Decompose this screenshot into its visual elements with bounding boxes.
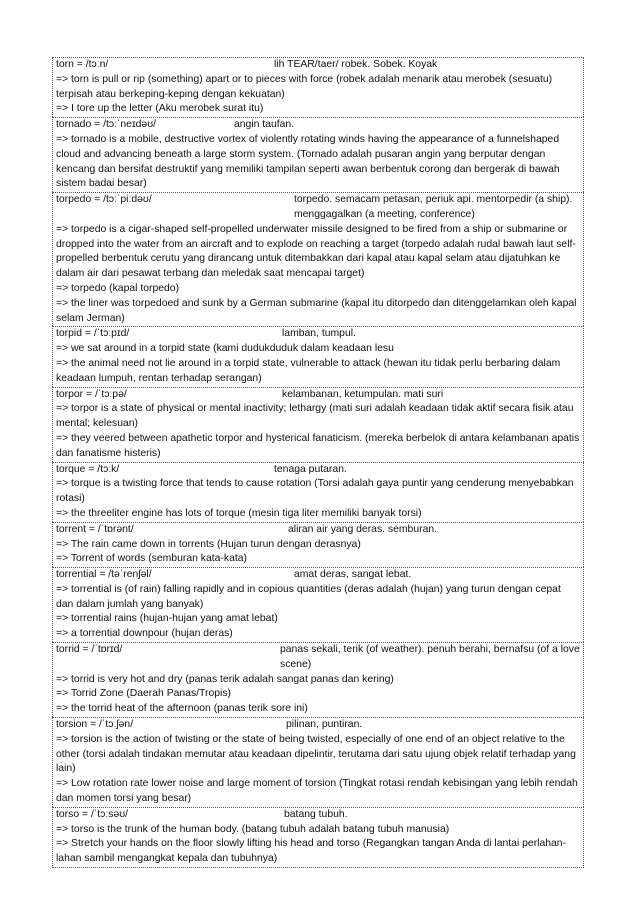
entry-example: => a torrential downpour (hujan deras) (56, 628, 233, 640)
entry-header (56, 568, 581, 583)
entry-term: torrid = /ˈtɒrɪd/ (56, 644, 123, 656)
entry-example: => torrential rains (hujan-hujan yang amat lebat) (56, 613, 278, 625)
entry-example: => Torrent of words (semburan kata-kata) (56, 553, 247, 565)
dictionary-entry (52, 462, 584, 522)
entry-header (56, 808, 581, 823)
entry-term: torpedo = /tɔːˈpiːdəʊ/ (56, 194, 152, 206)
entry-example: => torpedo (kapal torpedo) (56, 282, 180, 294)
entry-term: torpid = /ˈtɔːpɪd/ (56, 328, 130, 340)
entry-header (56, 643, 581, 673)
entry-example: => we sat around in a torpid state (kami dudukduduk dalam keadaan lesu (56, 343, 394, 355)
entry-example: => the liner was torpedoed and sunk by a German submarine (kapal itu ditorpedo dan ditenggelamkan oleh kapal selam Jerman) (56, 297, 577, 324)
entry-example: => torpor is a state of physical or mental inactivity; lethargy (mati suri adalah keadaan tidak aktif secara fisik atau mental; kelesuan) (56, 403, 574, 430)
entry-example: => torso is the trunk of the human body. (batang tubuh adalah batang tubuh manusia) (56, 823, 450, 835)
entry-example: => I tore up the letter (Aku merobek surat itu) (56, 103, 264, 115)
dictionary-entry (52, 326, 584, 386)
entry-definition: torpedo. semacam petasan, periuk api. mentorpedir (a ship). menggagalkan (a meeting, conference) (294, 194, 573, 220)
entry-term: torrential = /təˈrenʃəl/ (56, 569, 152, 581)
entry-header (56, 118, 581, 133)
entry-header (56, 193, 581, 223)
entry-header (56, 388, 581, 403)
dictionary-entry (52, 717, 584, 807)
entry-header (56, 327, 581, 342)
entry-header (56, 718, 581, 733)
entry-definition: kelambanan, ketumpulan. mati suri (282, 388, 444, 400)
entry-term: torrent = /ˈtɒrənt/ (56, 523, 134, 535)
dictionary-entry (52, 387, 584, 462)
entry-header (56, 58, 581, 73)
entry-example: => Stretch your hands on the floor slowly lifting his head and torso (Regangkan tangan Anda di lantai perlahan-lahan sambil mengangkat kepala dan tubuhnya) (56, 838, 567, 865)
dictionary-entry (52, 567, 584, 642)
entry-example: => the animal need not lie around in a torpid state, vulnerable to attack (hewan itu tidak perlu berbaring dalam keadaan lumpuh, rentan terhadap serangan) (56, 357, 561, 384)
dictionary-entry (52, 57, 584, 117)
dictionary-entry (52, 807, 584, 868)
entry-definition: angin taufan. (234, 119, 295, 131)
entry-header (56, 523, 581, 538)
dictionary-entry (52, 192, 584, 326)
entry-example: => torque is a twisting force that tends to cause rotation (Torsi adalah gaya puntir yang cenderung menyebabkan rotasi) (56, 478, 574, 505)
dictionary-page (52, 57, 584, 868)
entry-example: => torn is pull or rip (something) apart or to pieces with force (robek adalah menarik atau merobek (sesuatu) terpisah atau berkeping-keping dengan kekuatan) (56, 73, 553, 100)
entry-definition: amat deras, sangat lebat. (294, 569, 412, 581)
entry-definition: pilinan, puntiran. (286, 719, 363, 731)
entry-example: => torsion is the action of twisting or the state of being twisted, especially of one end of an object relative to the other (torsi adalah tindakan memutar atau keadaan dipelintir, terutama dari satu ujung objek relatif terhadap yang lain) (56, 733, 576, 775)
entry-definition: lih TEAR/taer/ robek. Sobek. Koyak (274, 59, 438, 70)
dictionary-entry (52, 522, 584, 567)
entry-term: torpor = /ˈtɔːpə/ (56, 388, 127, 400)
dictionary-entry (52, 117, 584, 192)
entry-definition: tenaga putaran. (274, 463, 347, 475)
entry-example: => tornado is a mobile, destructive vortex of violently rotating winds having the appearance of a funnelshaped cloud and advancing beneath a large storm system. (Tornado adalah pusaran angin yang berputar dengan kencang dan bersifat destruktif yang memiliki tampilan seperti awan berbentuk corong dan bergerak di bawah sistem badai besar) (56, 133, 560, 190)
entry-term: torsion = /ˈtɔːʃən/ (56, 719, 134, 731)
entry-definition: aliran air yang deras. semburan. (288, 523, 438, 535)
entry-example: => torpedo is a cigar-shaped self-propelled underwater missile designed to be fired from a ship or submarine or dropped into the water from an aircraft and to explode on reaching a target (torpedo adalah rudal bawah laut self-propelled berbentuk cerutu yang dirancang untuk ditembakkan dari kapal atau kapal selam atau dijatuhkan ke dalam air dari pesawat terbang dan meledak saat mencapai target) (56, 223, 576, 280)
entry-example: => torrid is very hot and dry (panas terik adalah sangat panas dan kering) (56, 673, 394, 685)
entry-term: torso = /ˈtɔːsəʊ/ (56, 808, 129, 820)
entry-definition: batang tubuh. (284, 808, 348, 820)
entry-definition: lamban, tumpul. (282, 328, 356, 340)
entry-term: tornado = /tɔːˈneɪdəʊ/ (56, 119, 157, 131)
entry-definition: panas sekali, terik (of weather). penuh berahi, bernafsu (of a love scene) (280, 644, 580, 670)
dictionary-entry (52, 642, 584, 717)
entry-example: => torrential is (of rain) falling rapidly and in copious quantities (deras adalah (hujan) yang turun dengan cepat dan dalam jumlah yang banyak) (56, 583, 561, 610)
entry-example: => Torrid Zone (Daerah Panas/Tropis) (56, 688, 231, 700)
entry-header (56, 463, 581, 478)
entry-term: torn = /tɔːn/ (56, 59, 109, 70)
entry-example: => The rain came down in torrents (Hujan turun dengan derasnya) (56, 538, 361, 550)
entry-example: => the threeliter engine has lots of torque (mesin tiga liter memiliki banyak torsi) (56, 507, 422, 519)
entry-example: => they veered between apathetic torpor and hysterical fanaticism. (mereka berbelok di antara kelambanan apatis dan fanatisme histeris) (56, 432, 580, 459)
entry-term: torque = /tɔːk/ (56, 463, 120, 475)
entry-example: => Low rotation rate lower noise and large moment of torsion (Tingkat rotasi rendah kebisingan yang lebih rendah dan momen torsi yang besar) (56, 778, 578, 805)
entry-example: => the torrid heat of the afternoon (panas terik sore ini) (56, 703, 308, 715)
